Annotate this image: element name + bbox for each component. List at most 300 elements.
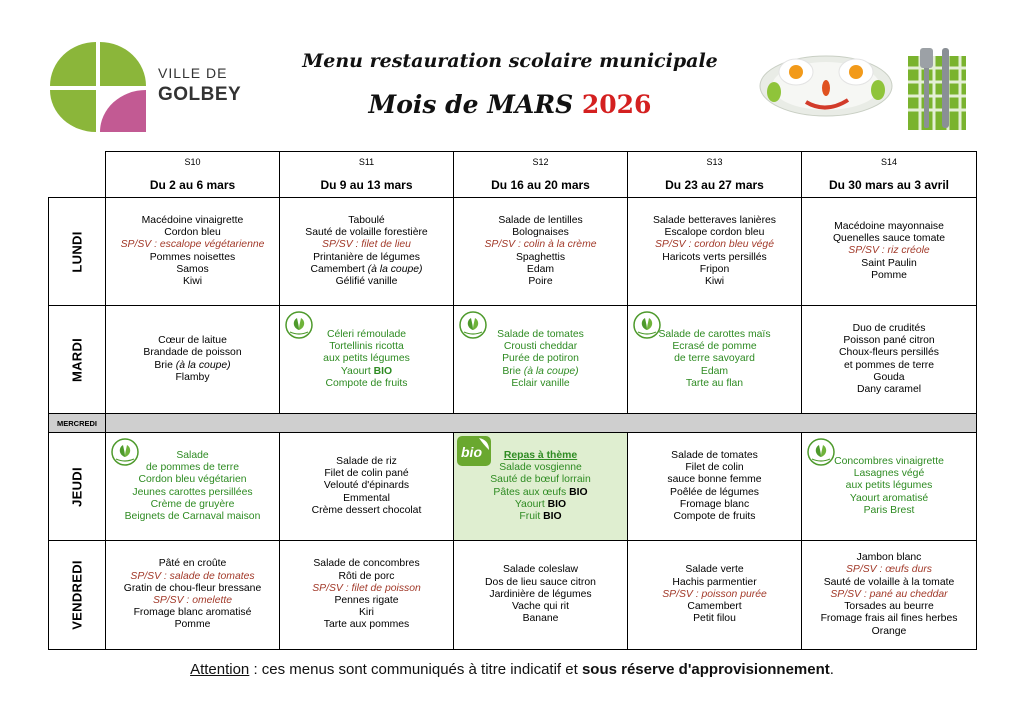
dish-text: Crème de gruyère bbox=[150, 498, 235, 510]
dish-note: (à la coupe) bbox=[523, 365, 579, 377]
dish-text: SP/SV : œufs durs bbox=[845, 564, 933, 576]
menu-lines bbox=[106, 335, 279, 384]
menu-lines bbox=[628, 215, 801, 288]
menu-line bbox=[802, 564, 976, 576]
week-header-s12 bbox=[454, 152, 628, 198]
menu-cell bbox=[280, 541, 454, 650]
menu-line bbox=[454, 227, 627, 239]
menu-line bbox=[280, 558, 453, 570]
menu-line bbox=[280, 239, 453, 251]
menu-line bbox=[802, 589, 976, 601]
menu-line bbox=[280, 468, 453, 480]
menu-line bbox=[802, 601, 976, 613]
menu-lines bbox=[280, 558, 453, 631]
menu-line bbox=[280, 607, 453, 619]
ville-de-golbey-logo bbox=[50, 42, 146, 132]
menu-cell bbox=[280, 198, 454, 306]
menu-line bbox=[802, 468, 976, 480]
dish-text: Haricots verts persillés bbox=[662, 251, 767, 263]
menu-line bbox=[628, 378, 801, 390]
menu-line bbox=[802, 577, 976, 589]
week-dates: Du 2 au 6 mars bbox=[149, 178, 236, 192]
menu-line bbox=[628, 239, 801, 251]
dish-text: Compote de fruits bbox=[673, 510, 756, 522]
row-lundi bbox=[49, 198, 977, 306]
menu-line bbox=[628, 353, 801, 365]
dish-text: Pomme bbox=[174, 619, 211, 631]
menu-line bbox=[628, 474, 801, 486]
menu-lines bbox=[280, 215, 453, 288]
menu-line bbox=[106, 372, 279, 384]
dish-text: Bolognaises bbox=[512, 227, 569, 239]
dish-text: Gouda bbox=[873, 371, 905, 383]
dish-text: SP/SV : omelette bbox=[152, 595, 233, 606]
dish-text: SP/SV : escalope végétarienne bbox=[120, 239, 265, 251]
menu-line bbox=[802, 270, 976, 282]
dish-text: Torsades au beurre bbox=[844, 601, 934, 613]
week-code: S10 bbox=[184, 157, 201, 167]
dish-text: Purée de potiron bbox=[502, 353, 579, 365]
dish-text: Crousti cheddar bbox=[503, 341, 578, 353]
menu-cell bbox=[802, 541, 977, 650]
menu-line bbox=[280, 493, 453, 505]
menu-cell bbox=[802, 433, 977, 541]
menu-line bbox=[802, 360, 976, 372]
menu-line bbox=[802, 505, 976, 517]
menu-cell bbox=[802, 198, 977, 306]
menu-line bbox=[454, 353, 627, 365]
menu-line bbox=[106, 335, 279, 347]
menu-line bbox=[106, 571, 279, 583]
menu-line bbox=[106, 215, 279, 227]
dish-text: Filet de colin pané bbox=[324, 468, 409, 480]
dish-text: Crème dessert chocolat bbox=[311, 504, 422, 516]
dish-text: Fromage blanc aromatisé bbox=[133, 607, 252, 619]
menu-line bbox=[628, 227, 801, 239]
menu-cell bbox=[454, 306, 628, 414]
menu-cell bbox=[106, 433, 280, 541]
dish-text: Brandade de poisson bbox=[143, 347, 242, 359]
vegetarian-leaf-icon bbox=[806, 437, 836, 467]
menu-line bbox=[802, 323, 976, 335]
dish-text: Salade de lentilles bbox=[498, 214, 583, 226]
menu-line bbox=[802, 626, 976, 638]
menu-line bbox=[280, 595, 453, 607]
menu-line bbox=[628, 264, 801, 276]
menu-line bbox=[802, 347, 976, 359]
dish-text: Salade vosgienne bbox=[499, 462, 582, 474]
row-vendredi bbox=[49, 541, 977, 650]
week-dates: Du 9 au 13 mars bbox=[320, 178, 413, 192]
menu-line bbox=[454, 511, 627, 523]
menu-line bbox=[628, 341, 801, 353]
vegetarian-leaf-icon bbox=[632, 310, 662, 340]
dish-text: Emmental bbox=[343, 492, 390, 504]
vegetarian-leaf-icon bbox=[110, 437, 140, 467]
day-text: MARDI bbox=[69, 337, 85, 382]
dish-text: Macédoine vinaigrette bbox=[141, 214, 244, 226]
dish-text: Macédoine mayonnaise bbox=[834, 220, 944, 232]
dish-text: et pommes de terre bbox=[843, 359, 935, 371]
dish-text: Hachis parmentier bbox=[672, 576, 757, 588]
notice-strong: sous réserve d'approvisionnement bbox=[581, 661, 830, 678]
menu-line bbox=[106, 252, 279, 264]
row-mercredi bbox=[49, 414, 977, 433]
dish-text: Compote de fruits bbox=[325, 377, 408, 389]
dish-text: Salade verte bbox=[685, 564, 744, 576]
dish-text: Petit filou bbox=[693, 613, 736, 625]
dish-text: Yaourt bbox=[514, 498, 548, 510]
menu-line bbox=[628, 499, 801, 511]
day-label-jeudi bbox=[49, 433, 106, 541]
menu-line bbox=[106, 347, 279, 359]
menu-line bbox=[802, 221, 976, 233]
dish-note: (à la coupe) bbox=[175, 359, 231, 371]
dish-text: Brie bbox=[502, 365, 524, 377]
menu-line bbox=[802, 372, 976, 384]
dish-text: SP/SV : filet de poisson bbox=[312, 582, 421, 594]
menu-cell bbox=[280, 306, 454, 414]
bio-label: BIO bbox=[373, 365, 393, 377]
city-line1: VILLE DE bbox=[158, 65, 228, 81]
menu-line bbox=[628, 276, 801, 288]
dish-text: Jambon blanc bbox=[856, 552, 922, 564]
menu-cell bbox=[454, 541, 628, 650]
menu-line bbox=[454, 474, 627, 486]
dish-text: Duo de crudités bbox=[852, 322, 926, 334]
dish-text: Lasagnes végé bbox=[853, 468, 925, 480]
menu-line bbox=[106, 360, 279, 372]
dish-text: SP/SV : filet de lieu bbox=[322, 239, 411, 251]
menu-line bbox=[454, 378, 627, 390]
week-header-s11 bbox=[280, 152, 454, 198]
dish-text: Jardinière de légumes bbox=[489, 588, 592, 600]
bio-logo-icon bbox=[457, 436, 491, 466]
dish-text: Rôti de porc bbox=[338, 570, 395, 582]
menu-line bbox=[106, 583, 279, 595]
menu-cell bbox=[802, 306, 977, 414]
menu-lines bbox=[106, 558, 279, 631]
dish-text: Repas à thème bbox=[503, 449, 578, 461]
bio-logo-text: bio bbox=[461, 444, 482, 460]
week-code: S12 bbox=[532, 157, 549, 167]
menu-line bbox=[628, 601, 801, 613]
menu-line bbox=[628, 366, 801, 378]
menu-line bbox=[628, 215, 801, 227]
dish-text: Fromage frais ail fines herbes bbox=[820, 613, 958, 625]
menu-lines bbox=[802, 323, 976, 396]
mercredi-empty-band bbox=[106, 414, 977, 433]
menu-line bbox=[106, 607, 279, 619]
dish-text: Tarte au flan bbox=[685, 377, 744, 389]
dish-text: de pommes de terre bbox=[146, 462, 239, 474]
menu-line bbox=[106, 474, 279, 486]
menu-line bbox=[628, 511, 801, 523]
day-label-mercredi: MERCREDI bbox=[49, 414, 106, 433]
menu-line bbox=[454, 487, 627, 499]
menu-line bbox=[628, 564, 801, 576]
bio-label: BIO bbox=[569, 486, 588, 498]
menu-lines bbox=[802, 221, 976, 282]
menu-line bbox=[106, 227, 279, 239]
menu-cell bbox=[106, 198, 280, 306]
dish-text: SP/SV : cordon bleu végé bbox=[655, 239, 774, 251]
menu-lines bbox=[628, 564, 801, 625]
menu-line bbox=[802, 493, 976, 505]
dish-text: Eclair vanille bbox=[511, 377, 570, 389]
city-line2: GOLBEY bbox=[158, 84, 242, 105]
menu-line bbox=[280, 366, 453, 378]
dish-text: Concombres vinaigrette bbox=[834, 455, 944, 467]
day-label-vendredi bbox=[49, 541, 106, 650]
menu-line bbox=[628, 577, 801, 589]
dish-text: Kiwi bbox=[182, 275, 203, 287]
dish-text: Pâtes aux œufs bbox=[493, 486, 570, 498]
menu-line bbox=[454, 499, 627, 511]
dish-text: Samos bbox=[176, 263, 209, 275]
week-header-s13 bbox=[628, 152, 802, 198]
day-text: LUNDI bbox=[69, 230, 85, 273]
menu-line bbox=[802, 258, 976, 270]
dish-text: Brie bbox=[154, 359, 176, 371]
week-dates: Du 30 mars au 3 avril bbox=[828, 178, 950, 192]
menu-line bbox=[454, 215, 627, 227]
menu-cell bbox=[106, 541, 280, 650]
month-label: Mois de MARS bbox=[368, 90, 574, 119]
dish-text: Salade de tomates bbox=[497, 328, 584, 340]
menu-line bbox=[628, 462, 801, 474]
menu-line bbox=[280, 252, 453, 264]
dish-text: Sauté de volaille à la tomate bbox=[823, 576, 955, 588]
dish-text: Orange bbox=[871, 625, 907, 637]
dish-text: Pennes rigate bbox=[334, 595, 399, 606]
dish-text: Gélifié vanille bbox=[335, 275, 398, 287]
week-code: S11 bbox=[358, 157, 375, 167]
dish-text: Poire bbox=[528, 275, 553, 287]
menu-line bbox=[280, 215, 453, 227]
menu-line bbox=[454, 341, 627, 353]
vegetarian-leaf-icon bbox=[458, 310, 488, 340]
menu-cell bbox=[628, 198, 802, 306]
menu-line bbox=[106, 487, 279, 499]
dish-text: Yaourt bbox=[340, 365, 374, 377]
menu-line bbox=[280, 456, 453, 468]
dish-text: Saint Paulin bbox=[861, 257, 917, 269]
dish-text: Tortellinis ricotta bbox=[329, 341, 404, 353]
menu-title: Menu restauration scolaire municipale bbox=[302, 50, 718, 72]
dish-text: Poisson pané citron bbox=[843, 335, 935, 347]
menu-line bbox=[106, 499, 279, 511]
menu-line bbox=[280, 276, 453, 288]
dish-text: Jeunes carottes persillées bbox=[132, 486, 253, 498]
dish-text: Fripon bbox=[699, 263, 730, 275]
dish-text: SP/SV : pané au cheddar bbox=[830, 588, 948, 600]
row-mardi bbox=[49, 306, 977, 414]
week-code: S14 bbox=[880, 157, 897, 167]
menu-line bbox=[280, 571, 453, 583]
menu-line bbox=[106, 239, 279, 251]
week-header-s10 bbox=[106, 152, 280, 198]
dish-text: aux petits légumes bbox=[845, 480, 933, 492]
menu-month-title bbox=[290, 90, 730, 119]
dish-text: Cordon bleu bbox=[164, 227, 221, 239]
menu-line bbox=[106, 619, 279, 631]
dish-text: Fromage blanc bbox=[679, 498, 750, 510]
menu-line bbox=[454, 564, 627, 576]
menu-line bbox=[454, 589, 627, 601]
menu-line bbox=[454, 239, 627, 251]
dish-text: Filet de colin bbox=[685, 462, 744, 474]
dish-text: Camembert bbox=[310, 263, 368, 275]
attention-label: Attention bbox=[190, 661, 250, 678]
dish-text: Banane bbox=[522, 613, 559, 625]
dish-text: Kiri bbox=[358, 607, 374, 619]
dish-text: Yaourt aromatisé bbox=[849, 492, 929, 504]
row-jeudi bbox=[49, 433, 977, 541]
menu-lines bbox=[280, 456, 453, 517]
menu-line bbox=[802, 245, 976, 257]
menu-line bbox=[628, 450, 801, 462]
dish-text: Poêlée de légumes bbox=[670, 486, 759, 498]
dish-text: Salade bbox=[176, 449, 209, 461]
menu-cell bbox=[628, 433, 802, 541]
dish-text: SP/SV : poisson purée bbox=[662, 588, 767, 600]
dish-text: Cœur de laitue bbox=[158, 335, 227, 347]
dish-text: Fruit bbox=[519, 510, 544, 522]
dish-text: Tarte aux pommes bbox=[323, 619, 410, 631]
menu-line bbox=[802, 335, 976, 347]
menu-line bbox=[802, 552, 976, 564]
menu-line bbox=[454, 601, 627, 613]
menu-line bbox=[454, 613, 627, 625]
dish-text: Taboulé bbox=[348, 214, 385, 226]
dish-text: de terre savoyard bbox=[674, 353, 755, 365]
menu-line bbox=[280, 378, 453, 390]
dish-text: aux petits légumes bbox=[323, 353, 410, 365]
dish-text: Salade betteraves lanières bbox=[652, 214, 777, 226]
bio-label: BIO bbox=[547, 498, 567, 510]
dish-text: Salade coleslaw bbox=[502, 564, 579, 576]
menu-lines bbox=[454, 215, 627, 288]
menu-line bbox=[106, 264, 279, 276]
menu-line bbox=[454, 577, 627, 589]
dish-text: Paris Brest bbox=[863, 504, 915, 516]
menu-line bbox=[280, 583, 453, 595]
dish-text: Beignets de Carnaval maison bbox=[124, 510, 261, 522]
menu-line bbox=[802, 480, 976, 492]
bio-label: BIO bbox=[543, 510, 562, 522]
dish-text: Pâté en croûte bbox=[158, 558, 227, 570]
dish-text: Kiwi bbox=[704, 275, 725, 287]
dish-text: sauce bonne femme bbox=[667, 474, 762, 486]
dish-text: SP/SV : salade de tomates bbox=[130, 570, 255, 582]
menu-cell bbox=[454, 433, 628, 541]
dish-text: Dos de lieu sauce citron bbox=[485, 576, 596, 588]
dish-text: Salade de tomates bbox=[671, 449, 758, 461]
dish-text: Ecrasé de pomme bbox=[672, 341, 757, 353]
dish-text: Spaghettis bbox=[515, 251, 566, 263]
dish-text: Escalope cordon bleu bbox=[664, 227, 765, 239]
dish-text: Salade de riz bbox=[336, 455, 397, 467]
menu-cell bbox=[454, 198, 628, 306]
footer-notice bbox=[0, 661, 1024, 678]
menu-line bbox=[280, 480, 453, 492]
dish-text: Pommes noisettes bbox=[149, 251, 236, 263]
weekly-menu-table bbox=[48, 151, 977, 650]
dish-text: Flamby bbox=[175, 371, 210, 383]
day-text: JEUDI bbox=[69, 466, 85, 507]
menu-cell bbox=[628, 306, 802, 414]
menu-line bbox=[280, 227, 453, 239]
week-dates: Du 23 au 27 mars bbox=[665, 178, 764, 192]
dish-text: Edam bbox=[700, 365, 729, 377]
menu-lines bbox=[628, 450, 801, 523]
week-header-s14 bbox=[802, 152, 977, 198]
smiley-plate-illustration bbox=[756, 42, 974, 134]
menu-line bbox=[628, 613, 801, 625]
dish-text: Vache qui rit bbox=[512, 601, 569, 613]
menu-line bbox=[454, 276, 627, 288]
dish-text: Cordon bleu végétarien bbox=[138, 474, 247, 486]
dish-text: Céleri rémoulade bbox=[326, 328, 407, 340]
day-text: VENDREDI bbox=[69, 560, 85, 630]
dish-text: Choux-fleurs persillés bbox=[839, 347, 939, 359]
dish-text: SP/SV : colin à la crème bbox=[484, 239, 597, 251]
city-name bbox=[158, 66, 241, 104]
dish-text: Pomme bbox=[871, 269, 907, 281]
menu-line bbox=[802, 384, 976, 396]
day-label-lundi bbox=[49, 198, 106, 306]
dish-text: Sauté de volaille forestière bbox=[305, 227, 428, 239]
menu-line bbox=[802, 613, 976, 625]
notice-text: : ces menus sont communiqués à titre indicatif et bbox=[249, 661, 582, 678]
menu-line bbox=[802, 233, 976, 245]
dish-text: Dany caramel bbox=[856, 383, 922, 395]
menu-line bbox=[280, 264, 453, 276]
notice-end: . bbox=[829, 661, 834, 678]
menu-cell bbox=[106, 306, 280, 414]
menu-line bbox=[280, 353, 453, 365]
day-label-mardi bbox=[49, 306, 106, 414]
year-label: 2026 bbox=[581, 90, 652, 119]
dish-text: Gratin de chou-fleur bressane bbox=[123, 582, 262, 594]
dish-text: Camembert bbox=[687, 601, 742, 613]
menu-line bbox=[454, 252, 627, 264]
dish-text: Quenelles sauce tomate bbox=[832, 233, 946, 245]
dish-text: Salade de concombres bbox=[313, 558, 420, 570]
dish-text: SP/SV : riz créole bbox=[848, 245, 930, 257]
dish-text: Salade de carottes maïs bbox=[658, 328, 771, 340]
menu-line bbox=[454, 264, 627, 276]
menu-line bbox=[280, 505, 453, 517]
menu-lines bbox=[106, 215, 279, 288]
menu-line bbox=[628, 589, 801, 601]
menu-lines bbox=[454, 564, 627, 625]
menu-lines bbox=[802, 552, 976, 637]
menu-cell bbox=[628, 541, 802, 650]
week-code: S13 bbox=[706, 157, 723, 167]
dish-text: Sauté de bœuf lorrain bbox=[490, 474, 591, 486]
menu-line bbox=[628, 487, 801, 499]
dish-text: Printanière de légumes bbox=[313, 251, 420, 263]
menu-line bbox=[106, 595, 279, 607]
corner-cell bbox=[49, 152, 106, 198]
menu-line bbox=[280, 341, 453, 353]
menu-line bbox=[106, 276, 279, 288]
week-header-row bbox=[49, 152, 977, 198]
dish-note: (à la coupe) bbox=[367, 263, 423, 275]
menu-line bbox=[106, 558, 279, 570]
